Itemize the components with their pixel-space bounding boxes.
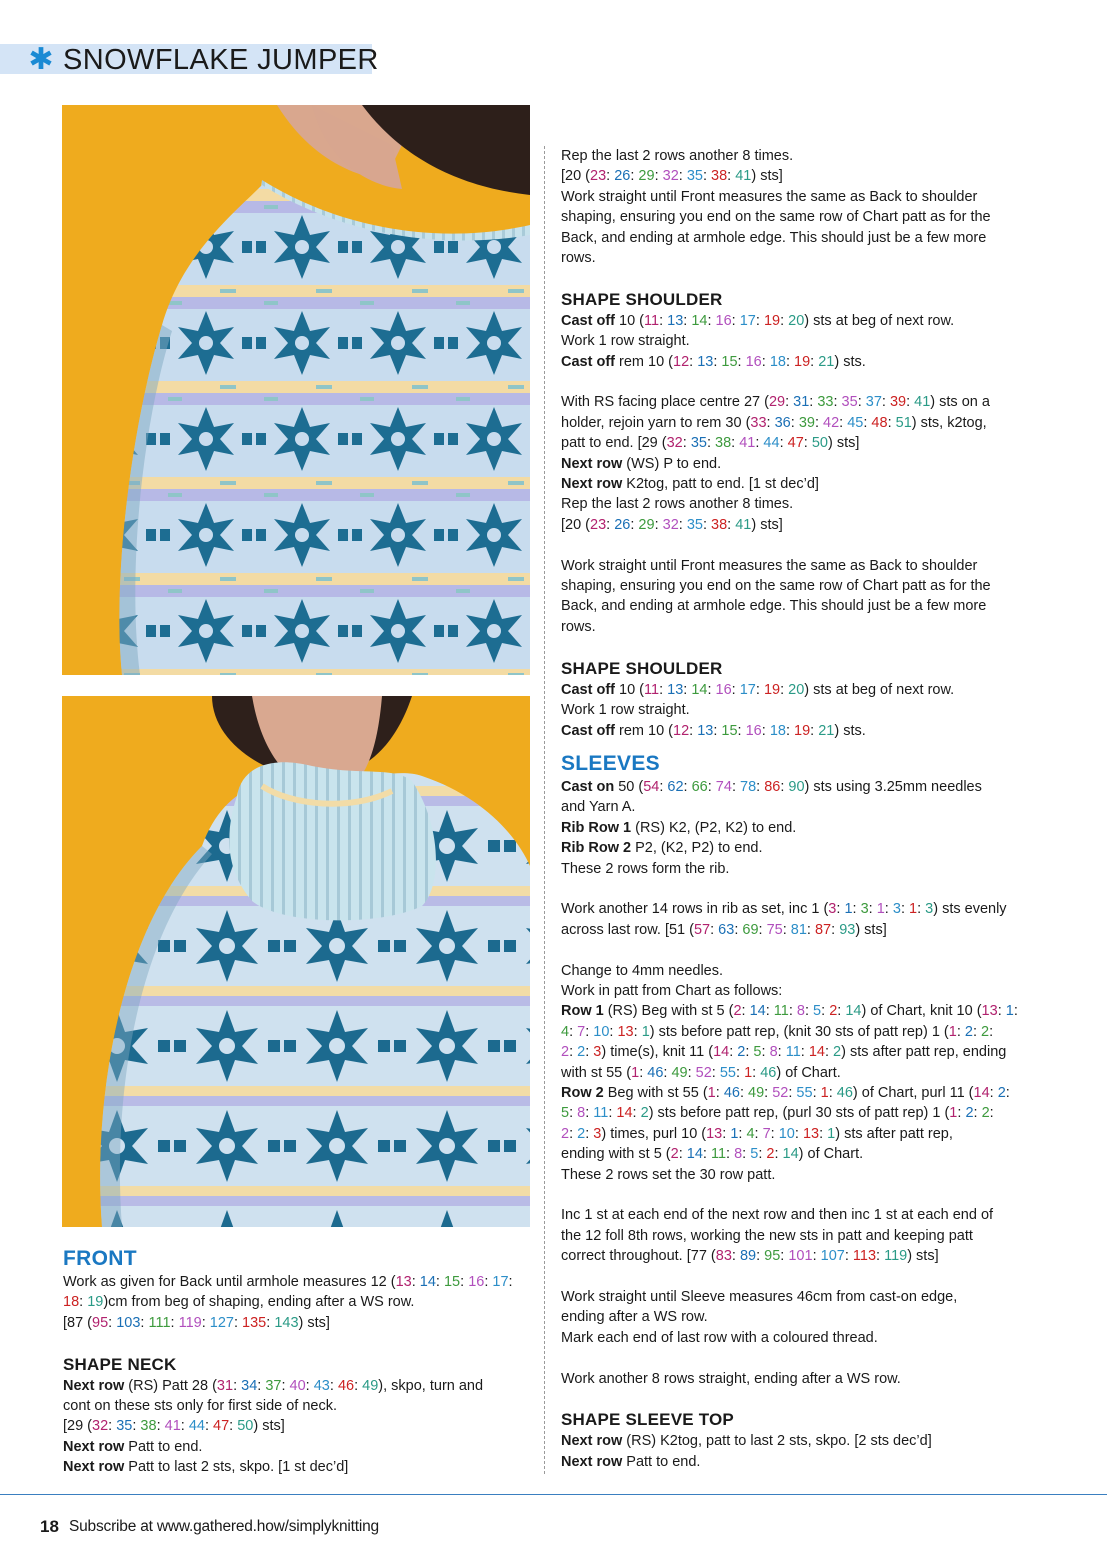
- size-value: 13: [697, 353, 714, 370]
- instruction-line: Work straight until Front measures the same as Back to shoulder: [561, 557, 978, 574]
- size-value: 1: [844, 901, 853, 918]
- size-value: 14: [691, 681, 708, 698]
- size-value: 8: [796, 1003, 805, 1020]
- size-value: 113: [852, 1248, 877, 1265]
- size-value: 2: [733, 1003, 742, 1020]
- spacer: [63, 1333, 533, 1353]
- size-value: 32: [662, 516, 679, 533]
- size-value: 2: [577, 1125, 586, 1142]
- row-label: Cast on: [561, 778, 615, 795]
- size-value: 49: [748, 1084, 765, 1101]
- row-label: Cast off: [561, 353, 615, 370]
- instruction-line: holder, rejoin yarn to rem 30 (33: 36: 39: 42: 45: 48: 51) sts, k2tog,: [561, 414, 987, 431]
- instruction-line: Cast on 50 (54: 62: 66: 74: 78: 86: 90) sts using 3.25mm needles: [561, 778, 982, 795]
- size-value: 29: [768, 394, 786, 411]
- size-value: 37: [865, 394, 882, 411]
- shoulder-and-sleeve-instructions: [561, 146, 1061, 1472]
- size-value: 8: [769, 1044, 778, 1061]
- size-value: 29: [638, 516, 655, 533]
- size-value: 1: [641, 1023, 650, 1040]
- instruction-line: 2: 2: 3) times, purl 10 (13: 1: 4: 7: 10: 13: 1) sts after patt rep,: [561, 1125, 953, 1142]
- size-value: 10: [778, 1125, 795, 1142]
- size-value: 1: [1005, 1003, 1014, 1020]
- size-value: 41: [164, 1418, 181, 1435]
- size-value: 8: [577, 1105, 586, 1122]
- instruction-line: Work in patt from Chart as follows:: [561, 982, 783, 999]
- size-value: 1: [948, 1023, 957, 1040]
- size-value: 19: [763, 681, 781, 698]
- size-value: 1: [909, 901, 918, 918]
- size-value: 14: [808, 1044, 825, 1061]
- instruction-line: cont on these sts only for first side of neck.: [63, 1398, 338, 1415]
- size-value: 5: [753, 1044, 762, 1061]
- size-value: 15: [443, 1274, 461, 1290]
- size-value: 57: [693, 921, 711, 938]
- size-value: 11: [773, 1003, 789, 1020]
- top-photo: [62, 105, 530, 675]
- size-value: 38: [711, 516, 728, 533]
- size-value: 2: [766, 1146, 775, 1163]
- size-value: 15: [721, 722, 738, 739]
- instruction-line: Change to 4mm needles.: [561, 962, 724, 979]
- size-value: 36: [774, 414, 791, 431]
- instruction-line: across last row. [51 (57: 63: 69: 75: 81: 87: 93) sts]: [561, 921, 887, 938]
- size-value: 44: [188, 1418, 205, 1435]
- size-value: 46: [760, 1064, 777, 1081]
- size-value: 127: [209, 1314, 234, 1331]
- size-value: 2: [829, 1003, 838, 1020]
- size-value: 107: [820, 1248, 845, 1265]
- instruction-line: the 12 foll 8th rows, working the new sts in patt and keeping patt: [561, 1227, 973, 1244]
- size-value: 50: [811, 435, 828, 452]
- size-value: 4: [746, 1125, 755, 1142]
- size-value: 26: [614, 168, 631, 185]
- size-value: 13: [667, 312, 684, 329]
- page-number: 18: [40, 1517, 59, 1536]
- size-value: 11: [785, 1044, 801, 1061]
- row-label: Row 2: [561, 1084, 604, 1101]
- instruction-line: Next row (RS) Patt 28 (31: 34: 37: 40: 43: 46: 49), skpo, turn and: [63, 1377, 484, 1394]
- size-value: 17: [739, 312, 756, 329]
- size-value: 3: [892, 901, 901, 918]
- instruction-line: Cast off rem 10 (12: 13: 15: 16: 18: 19: 21) sts.: [561, 722, 866, 739]
- size-value: 1: [820, 1084, 829, 1101]
- size-value: 38: [711, 168, 728, 185]
- instruction-line: with st 55 (1: 46: 49: 52: 55: 1: 46) of Chart.: [561, 1064, 841, 1081]
- size-value: 14: [749, 1003, 766, 1020]
- spacer: [561, 1348, 1061, 1368]
- row-label: Rib Row 1: [561, 819, 632, 836]
- size-value: 41: [739, 435, 756, 452]
- size-value: 2: [737, 1044, 746, 1061]
- instruction-line: Next row (WS) P to end.: [561, 455, 722, 472]
- row-label: Next row: [561, 455, 623, 472]
- size-value: 86: [764, 778, 781, 795]
- size-value: 90: [788, 778, 805, 795]
- instruction-line: Row 1 (RS) Beg with st 5 (2: 14: 11: 8: 5: 2: 14) of Chart, knit 10 (13: 1:: [561, 1003, 1018, 1020]
- instruction-line: Back, and ending at armhole edge. This should just be a few more: [561, 598, 987, 615]
- size-value: 21: [818, 353, 835, 370]
- size-value: 46: [723, 1084, 740, 1101]
- size-value: 8: [734, 1146, 743, 1163]
- size-value: 55: [796, 1084, 813, 1101]
- size-value: 1: [744, 1064, 753, 1081]
- size-value: 11: [593, 1105, 609, 1122]
- size-value: 47: [787, 435, 804, 452]
- size-value: 47: [213, 1418, 230, 1435]
- size-value: 11: [644, 312, 660, 329]
- front-instructions: [63, 1246, 533, 1478]
- page-title: SNOWFLAKE JUMPER: [63, 44, 379, 76]
- size-value: 13: [802, 1125, 820, 1142]
- size-value: 55: [719, 1064, 736, 1081]
- size-value: 103: [116, 1314, 141, 1331]
- size-value: 50: [237, 1418, 254, 1435]
- size-value: 95: [764, 1248, 781, 1265]
- size-value: 3: [593, 1044, 602, 1061]
- instruction-line: [29 (32: 35: 38: 41: 44: 47: 50) sts]: [63, 1418, 285, 1435]
- instruction-line: Work another 8 rows straight, ending after a WS row.: [561, 1370, 901, 1387]
- instruction-line: shaping, ensuring you end on the same row of Chart patt as for the: [561, 578, 991, 595]
- section-heading: SHAPE SHOULDER: [561, 658, 723, 678]
- instruction-line: Work straight until Front measures the same as Back to shoulder: [561, 188, 978, 205]
- section-heading: SLEEVES: [561, 751, 660, 775]
- instruction-line: Inc 1 st at each end of the next row and then inc 1 st at each end of: [561, 1207, 994, 1224]
- row-label: Cast off: [561, 681, 615, 698]
- size-value: 54: [643, 778, 660, 795]
- size-value: 19: [763, 312, 781, 329]
- size-value: 69: [742, 921, 759, 938]
- snowflake-icon: ✱: [28, 43, 54, 76]
- size-value: 1: [949, 1105, 958, 1122]
- instruction-line: Next row Patt to last 2 sts, skpo. [1 st dec’d]: [63, 1459, 349, 1476]
- size-value: 41: [735, 516, 752, 533]
- instruction-line: 2: 2: 3) time(s), knit 11 (14: 2: 5: 8: 11: 14: 2) sts after patt rep, ending: [561, 1044, 1007, 1061]
- size-value: 13: [697, 722, 714, 739]
- instruction-line: rows.: [561, 618, 596, 635]
- size-value: 14: [691, 312, 708, 329]
- size-value: 75: [766, 921, 783, 938]
- section-heading: SHAPE SLEEVE TOP: [561, 1410, 734, 1430]
- size-value: 7: [577, 1023, 586, 1040]
- instruction-line: Rib Row 1 (RS) K2, (P2, K2) to end.: [561, 819, 797, 836]
- size-value: 19: [794, 722, 811, 739]
- spacer: [561, 879, 1061, 899]
- size-value: 13: [617, 1023, 634, 1040]
- size-value: 37: [265, 1377, 282, 1394]
- size-value: 95: [92, 1314, 109, 1331]
- size-value: 62: [667, 778, 684, 795]
- instruction-line: With RS facing place centre 27 (29: 31: 33: 35: 37: 39: 41) sts on a: [561, 394, 990, 411]
- size-value: 29: [638, 168, 655, 185]
- size-value: 2: [981, 1105, 990, 1122]
- size-value: 41: [735, 168, 752, 185]
- size-value: 14: [686, 1146, 703, 1163]
- spacer: [561, 535, 1061, 555]
- size-value: 14: [713, 1044, 730, 1061]
- row-label: Rib Row 2: [561, 840, 632, 857]
- instruction-line: ending with st 5 (2: 14: 11: 8: 5: 2: 14) of Chart.: [561, 1146, 864, 1163]
- instruction-line: Next row Patt to end.: [63, 1438, 203, 1455]
- size-value: 46: [647, 1064, 664, 1081]
- size-value: 7: [762, 1125, 771, 1142]
- instruction-line: and Yarn A.: [561, 799, 636, 816]
- footer-rule: [0, 1494, 1107, 1495]
- spacer: [561, 637, 1061, 657]
- size-value: 49: [671, 1064, 688, 1081]
- spacer: [561, 741, 1061, 751]
- row-label: Cast off: [561, 312, 615, 329]
- size-value: 119: [178, 1314, 202, 1331]
- instruction-line: These 2 rows form the rib.: [561, 860, 730, 877]
- size-value: 13: [981, 1003, 998, 1020]
- instruction-line: Next row (RS) K2tog, patt to last 2 sts, skpo. [2 sts dec’d]: [561, 1433, 932, 1450]
- spacer: [561, 1267, 1061, 1287]
- spacer: [561, 1389, 1061, 1409]
- size-value: 1: [730, 1125, 739, 1142]
- size-value: 42: [823, 414, 840, 431]
- size-value: 19: [794, 353, 811, 370]
- size-value: 14: [845, 1003, 862, 1020]
- size-value: 35: [686, 168, 703, 185]
- size-value: 87: [814, 921, 832, 938]
- size-value: 23: [590, 516, 607, 533]
- size-value: 15: [721, 353, 738, 370]
- size-value: 2: [561, 1044, 570, 1061]
- size-value: 11: [644, 681, 660, 698]
- size-value: 32: [666, 435, 683, 452]
- size-value: 18: [769, 353, 786, 370]
- size-value: 2: [577, 1044, 586, 1061]
- size-value: 1: [631, 1064, 640, 1081]
- size-value: 2: [981, 1023, 990, 1040]
- size-value: 143: [274, 1314, 299, 1331]
- instruction-line: Work as given for Back until armhole measures 12 (13: 14: 15: 16: 17:: [63, 1274, 513, 1290]
- size-value: 17: [492, 1274, 509, 1290]
- size-value: 44: [763, 435, 780, 452]
- size-value: 1: [827, 1125, 836, 1142]
- instruction-line: Work 1 row straight.: [561, 702, 690, 719]
- spacer: [561, 1185, 1061, 1205]
- size-value: 5: [750, 1146, 759, 1163]
- instruction-line: Mark each end of last row with a coloured thread.: [561, 1329, 878, 1346]
- size-value: 2: [997, 1084, 1006, 1101]
- size-value: 19: [87, 1294, 104, 1311]
- size-value: 35: [116, 1418, 133, 1435]
- size-value: 49: [362, 1377, 379, 1394]
- size-value: 12: [673, 353, 690, 370]
- size-value: 10: [593, 1023, 610, 1040]
- size-value: 16: [468, 1274, 485, 1290]
- instruction-line: Cast off 10 (11: 13: 14: 16: 17: 19: 20) sts at beg of next row.: [561, 312, 955, 329]
- size-value: 51: [895, 414, 912, 431]
- instruction-line: These 2 rows set the 30 row patt.: [561, 1166, 776, 1183]
- size-value: 2: [965, 1105, 974, 1122]
- row-label: Cast off: [561, 722, 615, 739]
- size-value: 39: [798, 414, 815, 431]
- instruction-line: Row 2 Beg with st 55 (1: 46: 49: 52: 55: 1: 46) of Chart, purl 11 (14: 2:: [561, 1084, 1010, 1101]
- size-value: 135: [242, 1314, 267, 1331]
- size-value: 13: [395, 1274, 412, 1290]
- size-value: 3: [860, 901, 869, 918]
- row-label: Next row: [561, 1453, 623, 1470]
- row-label: Next row: [63, 1459, 125, 1476]
- size-value: 46: [836, 1084, 853, 1101]
- size-value: 13: [667, 681, 684, 698]
- section-heading: FRONT: [63, 1247, 137, 1270]
- size-value: 18: [769, 722, 786, 739]
- size-value: 5: [813, 1003, 822, 1020]
- size-value: 32: [92, 1418, 109, 1435]
- size-value: 16: [715, 312, 732, 329]
- size-value: 11: [710, 1146, 727, 1163]
- size-value: 35: [841, 394, 858, 411]
- section-heading: SHAPE SHOULDER: [561, 289, 723, 309]
- spacer: [561, 268, 1061, 288]
- size-value: 13: [706, 1125, 723, 1142]
- size-value: 63: [718, 921, 735, 938]
- bottom-photo: [62, 696, 530, 1227]
- size-value: 4: [561, 1023, 570, 1040]
- size-value: 101: [788, 1248, 813, 1265]
- size-value: 78: [740, 778, 757, 795]
- size-value: 2: [670, 1146, 679, 1163]
- instruction-line: Work 1 row straight.: [561, 333, 690, 350]
- size-value: 35: [690, 435, 707, 452]
- size-value: 52: [772, 1084, 789, 1101]
- size-value: 2: [964, 1023, 973, 1040]
- size-value: 89: [739, 1248, 757, 1265]
- section-heading: SHAPE NECK: [63, 1354, 177, 1374]
- size-value: 35: [686, 516, 703, 533]
- size-value: 83: [715, 1248, 732, 1265]
- size-value: 20: [788, 312, 805, 329]
- size-value: 119: [884, 1248, 908, 1265]
- size-value: 45: [847, 414, 864, 431]
- size-value: 41: [914, 394, 931, 411]
- instruction-line: [20 (23: 26: 29: 32: 35: 38: 41) sts]: [561, 516, 783, 533]
- spacer: [561, 372, 1061, 392]
- instruction-line: Work straight until Sleeve measures 46cm from cast-on edge,: [561, 1289, 958, 1305]
- size-value: 21: [818, 722, 835, 739]
- instruction-line: [87 (95: 103: 111: 119: 127: 135: 143) sts]: [63, 1314, 330, 1331]
- size-value: 31: [216, 1377, 234, 1394]
- row-label: Next row: [561, 476, 623, 493]
- size-value: 3: [828, 901, 837, 918]
- size-value: 2: [561, 1125, 570, 1142]
- instruction-line: Work another 14 rows in rib as set, inc 1 (3: 1: 3: 1: 3: 1: 3) sts evenly: [561, 901, 1007, 918]
- size-value: 3: [925, 901, 934, 918]
- instruction-line: 4: 7: 10: 13: 1) sts before patt rep, (knit 30 sts of patt rep) 1 (1: 2: 2:: [561, 1023, 994, 1040]
- instruction-line: rows.: [561, 250, 596, 267]
- instruction-line: Cast off 10 (11: 13: 14: 16: 17: 19: 20) sts at beg of next row.: [561, 681, 955, 698]
- size-value: 26: [614, 516, 631, 533]
- size-value: 2: [833, 1044, 842, 1061]
- size-value: 3: [593, 1125, 602, 1142]
- row-label: Next row: [561, 1433, 623, 1450]
- size-value: 66: [691, 778, 708, 795]
- size-value: 46: [337, 1377, 355, 1394]
- spacer: [561, 940, 1061, 960]
- size-value: 31: [793, 394, 810, 411]
- size-value: 40: [289, 1377, 306, 1394]
- size-value: 12: [673, 722, 690, 739]
- size-value: 33: [817, 394, 834, 411]
- instruction-line: ending after a WS row.: [561, 1309, 708, 1326]
- size-value: 14: [419, 1274, 436, 1290]
- instruction-line: Next row K2tog, patt to end. [1 st dec’d]: [561, 476, 819, 493]
- instruction-line: Rep the last 2 rows another 8 times.: [561, 148, 794, 164]
- instruction-line: Rib Row 2 P2, (K2, P2) to end.: [561, 840, 763, 857]
- instruction-line: shaping, ensuring you end on the same row of Chart patt as for the: [561, 209, 991, 226]
- row-label: Next row: [63, 1377, 125, 1394]
- size-value: 14: [973, 1084, 990, 1101]
- size-value: 17: [739, 681, 756, 698]
- column-divider: [544, 146, 545, 1474]
- size-value: 81: [790, 921, 807, 938]
- instruction-line: Cast off rem 10 (12: 13: 15: 16: 18: 19: 21) sts.: [561, 353, 866, 370]
- size-value: 111: [148, 1314, 171, 1331]
- row-label: Row 1: [561, 1003, 604, 1020]
- size-value: 23: [590, 168, 607, 185]
- size-value: 33: [750, 414, 767, 431]
- instruction-line: Next row Patt to end.: [561, 1453, 701, 1470]
- size-value: 38: [140, 1418, 157, 1435]
- size-value: 16: [745, 353, 762, 370]
- instruction-line: 5: 8: 11: 14: 2) sts before patt rep, (purl 30 sts of patt rep) 1 (1: 2: 2:: [561, 1105, 994, 1122]
- size-value: 38: [715, 435, 732, 452]
- size-value: 5: [561, 1105, 570, 1122]
- size-value: 20: [788, 681, 805, 698]
- subscribe-link[interactable]: Subscribe at www.gathered.how/simplyknitting: [69, 1518, 379, 1535]
- size-value: 1: [876, 901, 885, 918]
- size-value: 74: [715, 778, 732, 795]
- size-value: 43: [313, 1377, 330, 1394]
- instruction-line: patt to end. [29 (32: 35: 38: 41: 44: 47: 50) sts]: [561, 435, 860, 452]
- size-value: 34: [241, 1377, 258, 1394]
- instruction-line: correct throughout. [77 (83: 89: 95: 101: 107: 113: 119) sts]: [561, 1248, 939, 1265]
- size-value: 14: [616, 1105, 633, 1122]
- size-value: 32: [662, 168, 679, 185]
- instruction-line: Rep the last 2 rows another 8 times.: [561, 496, 794, 513]
- instruction-line: Back, and ending at armhole edge. This should just be a few more: [561, 229, 987, 246]
- size-value: 52: [695, 1064, 712, 1081]
- size-value: 48: [871, 414, 888, 431]
- size-value: 18: [63, 1294, 80, 1311]
- row-label: Next row: [63, 1438, 125, 1455]
- instruction-line: 18: 19)cm from beg of shaping, ending after a WS row.: [63, 1294, 415, 1311]
- size-value: 16: [745, 722, 762, 739]
- size-value: 1: [707, 1084, 716, 1101]
- size-value: 16: [715, 681, 732, 698]
- size-value: 93: [839, 921, 856, 938]
- size-value: 14: [782, 1146, 799, 1163]
- size-value: 39: [889, 394, 907, 411]
- instruction-line: [20 (23: 26: 29: 32: 35: 38: 41) sts]: [561, 168, 783, 185]
- size-value: 2: [640, 1105, 649, 1122]
